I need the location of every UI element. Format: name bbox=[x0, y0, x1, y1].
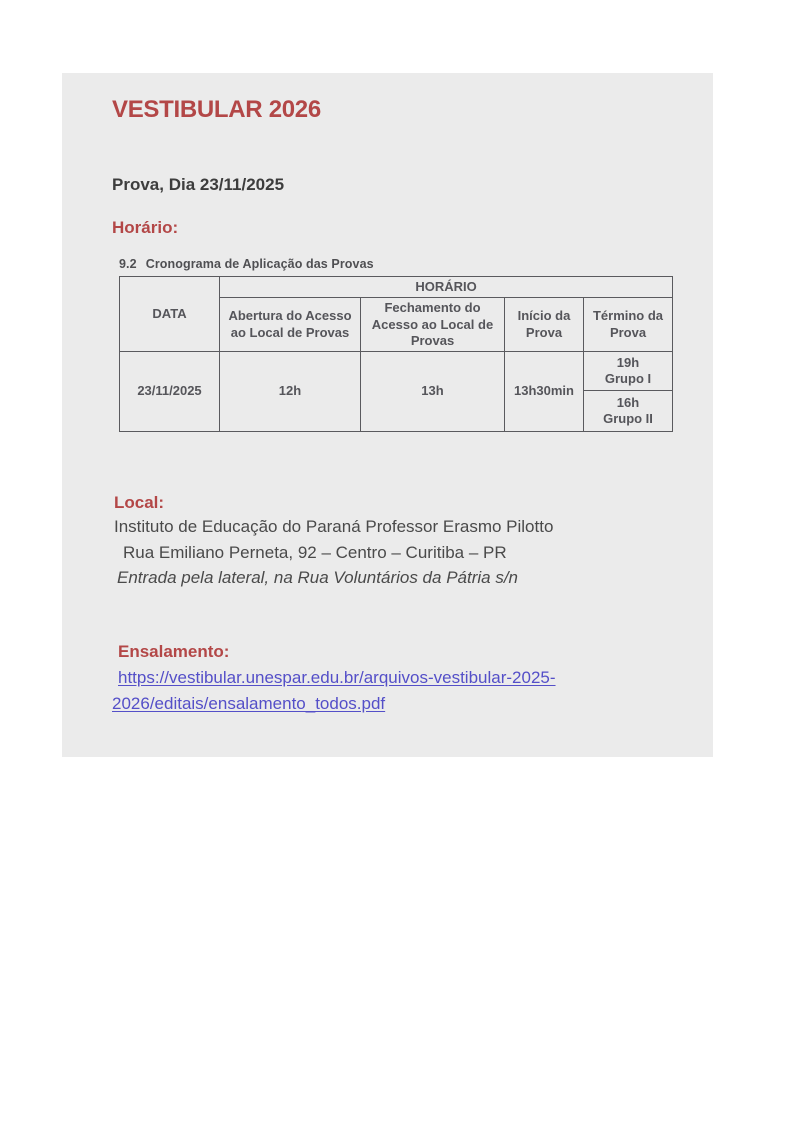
cell-termino-grupo2 bbox=[584, 391, 673, 432]
column-header-horario: HORÁRIO bbox=[220, 277, 673, 298]
institution-line: Instituto de Educação do Paraná Professor Erasmo Pilotto bbox=[114, 517, 554, 536]
column-header-termino: Término da Prova bbox=[584, 298, 673, 352]
table-row bbox=[120, 352, 673, 391]
local-heading: Local: bbox=[114, 493, 165, 512]
termino-time-grupo2: 16h bbox=[616, 394, 640, 410]
column-header-data: DATA bbox=[120, 277, 220, 352]
page-title: VESTIBULAR 2026 bbox=[112, 96, 321, 123]
schedule-heading: Horário: bbox=[112, 218, 179, 237]
cell-fechamento: 13h bbox=[361, 352, 505, 432]
column-header-fechamento: Fechamento do Acesso ao Local de Provas bbox=[361, 298, 505, 352]
link-line-2: 2026/editais/ensalamento_todos.pdf bbox=[112, 693, 386, 713]
exam-date-heading: Prova, Dia 23/11/2025 bbox=[112, 175, 285, 194]
cell-date: 23/11/2025 bbox=[120, 352, 220, 432]
ensalamento-heading: Ensalamento: bbox=[118, 642, 230, 661]
column-header-inicio: Início da Prova bbox=[505, 298, 584, 352]
column-header-abertura: Abertura do Acesso ao Local de Provas bbox=[220, 298, 361, 352]
ensalamento-link[interactable] bbox=[112, 665, 556, 716]
local-info bbox=[112, 514, 553, 591]
link-line-1: https://vestibular.unespar.edu.br/arquivos-vestibular-2025- bbox=[118, 668, 556, 687]
termino-time-grupo1: 19h bbox=[616, 354, 640, 370]
content-box bbox=[62, 73, 713, 757]
table-caption bbox=[119, 257, 374, 271]
termino-label-grupo2: Grupo II bbox=[603, 411, 653, 426]
cell-termino-grupo1 bbox=[584, 352, 673, 391]
termino-label-grupo1: Grupo I bbox=[604, 371, 652, 386]
schedule-table bbox=[119, 276, 673, 432]
cell-inicio: 13h30min bbox=[505, 352, 584, 432]
table-caption-number: 9.2 bbox=[119, 257, 137, 271]
entrance-note: Entrada pela lateral, na Rua Voluntários da Pátria s/n bbox=[117, 568, 519, 587]
table-row bbox=[120, 277, 673, 298]
address-line: Rua Emiliano Perneta, 92 – Centro – Curitiba – PR bbox=[123, 542, 507, 562]
table-caption-text: Cronograma de Aplicação das Provas bbox=[145, 257, 374, 271]
cell-abertura: 12h bbox=[220, 352, 361, 432]
